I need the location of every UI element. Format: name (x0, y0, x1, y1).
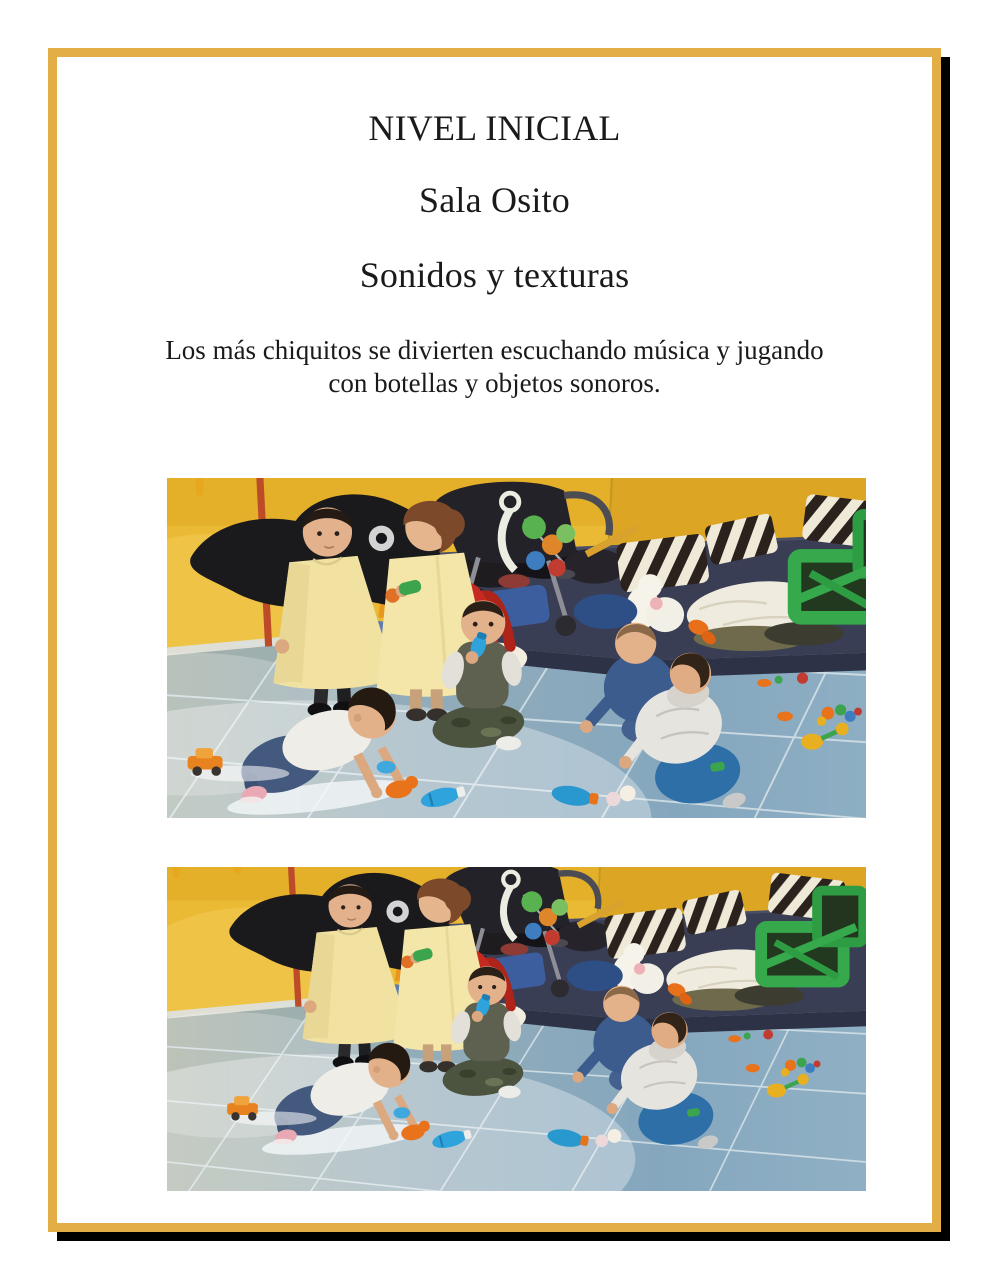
intro-line-2: con botellas y objetos sonoros. (328, 368, 661, 398)
photo-1-illustration (167, 478, 866, 818)
page-subtitle: Sala Osito (419, 180, 570, 220)
intro-paragraph (105, 334, 885, 400)
section-heading: Sonidos y texturas (359, 255, 630, 295)
photo-2-illustration (167, 867, 866, 1191)
photo-1 (167, 478, 866, 818)
document-page (48, 48, 941, 1232)
page-title: NIVEL INICIAL (368, 108, 621, 148)
intro-line-1: Los más chiquitos se divierten escuchando música y jugando (165, 335, 824, 365)
photo-2 (167, 867, 866, 1191)
